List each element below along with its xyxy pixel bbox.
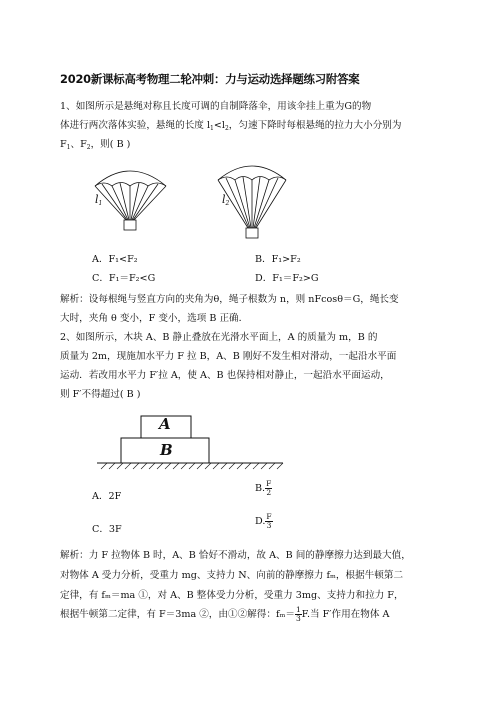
q1-solution-line1: 解析：设每根绳与竖直方向的夹角为θ，绳子根数为 n，则 nFcosθ＝G，绳长变 [60,294,399,305]
q2-option-c: C．3F [92,524,122,535]
document-title: 2020新课标高考物理二轮冲刺：力与运动选择题练习附答案 [60,72,360,86]
q1-option-c: C．F₁＝F₂<G [92,273,156,284]
q1-option-d: D．F₁＝F₂>G [255,273,319,284]
q2-line2: 质量为 2m，现施加水平力 F 拉 B，A、B 刚好不发生相对滑动，一起沿水平面 [60,351,397,362]
parachute-figure [90,160,310,242]
blocks-figure [95,410,285,472]
label-l1: $l_1$ [95,193,103,207]
q1-solution-line2: 大时，夹角 θ 变小，F 变小，选项 B 正确． [60,313,249,324]
q1-option-a: A．F₁<F₂ [92,254,138,265]
ground-hatching [101,463,283,469]
q2-line1: 2、如图所示，木块 A、B 静止叠放在光滑水平面上，A 的质量为 m，B 的 [60,332,378,343]
q2-line3: 运动．若改用水平力 F′拉 A，使 A、B 也保持相对静止，一起沿水平面运动， [60,370,390,381]
q2-solution-line3: 定律，有 fₘ＝ma ①，对 A、B 整体受力分析，受重力 3mg、支持力和拉力 F， [60,590,404,601]
q1-line3: $F_1$、$F_2$，则( B ) [60,139,131,151]
label-l2: $l_2$ [222,193,230,207]
q1-option-b: B．F₁>F₂ [255,254,301,265]
block-a-label: A [159,415,171,433]
q1-line1: 1、如图所示是悬绳对称且长度可调的自制降落伞，用该伞挂上重为G的物 [60,101,372,112]
q2-option-d: D. $\frac{F}{3}$ [255,512,272,530]
q2-option-a: A．2F [92,491,122,502]
q2-line4: 则 F′不得超过( B ) [60,389,141,400]
q2-solution-line1: 解析：力 F 拉物体 B 时，A、B 恰好不滑动，故 A、B 间的静摩擦力达到最大值， [60,550,411,561]
q2-option-b: B. $\frac{F}{2}$ [255,479,272,497]
parachute-short [95,171,166,230]
q2-solution-line2: 对物体 A 受力分析，受重力 mg、支持力 N、向前的静摩擦力 fₘ，根据牛顿第二 [60,570,404,581]
block-b-label: B [160,441,173,459]
q2-solution-line4: 根据牛顿第二定律，有 F＝3ma ②，由①②解得：fₘ＝ $\frac{1}{3}$ F.当 F′作用在物体 A [60,605,390,623]
q1-line2: 体进行两次落体实验，悬绳的长度 $l_1<l_2$，匀速下降时每根悬绳的拉力大小分别为 [60,120,402,132]
